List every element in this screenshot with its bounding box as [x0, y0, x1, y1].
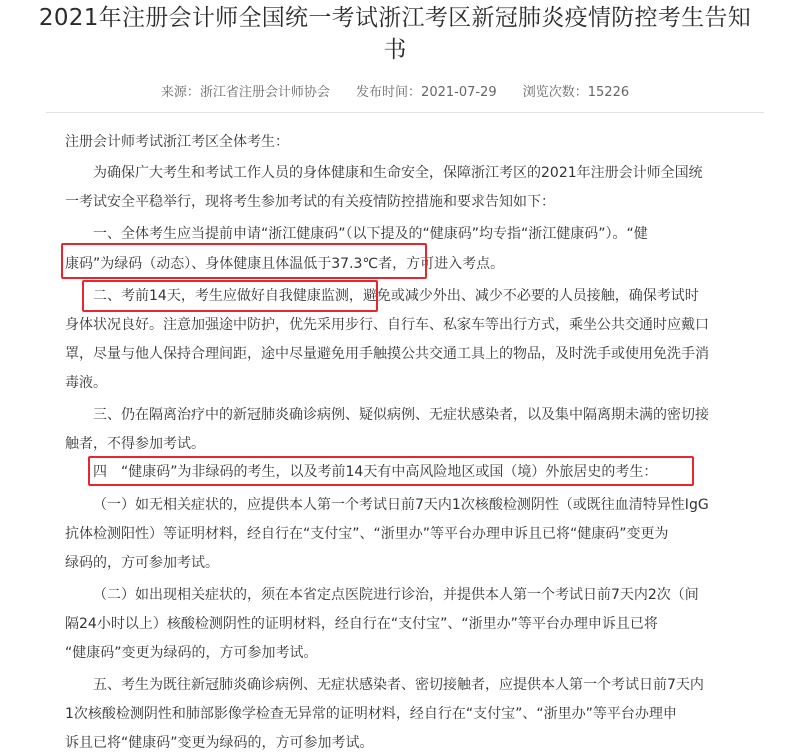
item-4-1-line-1: （一）如无相关症状的，应提供本人第一个考试日前7天内1次核酸检测阴性（或既往血清特异性IgG [93, 497, 709, 513]
intro-line-2: 一考试安全平稳举行，现将考生参加考试的有关疫情防控措施和要求告知如下： [65, 194, 555, 210]
meta-date: 发布时间：2021-07-29 [356, 85, 497, 100]
item-5-line-3: 诉且已将“健康码”变更为绿码的，方可参加考试。 [65, 735, 374, 751]
intro-line-1: 为确保广大考生和考试工作人员的身体健康和生命安全，保障浙江考区的2021年注册会计师全国统 [93, 165, 703, 181]
item-2-line-3: 罩，尽量与他人保持合理间距，途中尽量避免用手触摸公共交通工具上的物品，及时洗手或使用免洗手消 [65, 346, 709, 362]
item-4-2-line-2: 隔24小时以上）核酸检测阴性的证明材料，经自行在“支付宝”、“浙里办”等平台办理申诉且已将 [65, 616, 658, 632]
item-5-line-2: 1次核酸检测阴性和肺部影像学检查无异常的证明材料，经自行在“支付宝”、“浙里办”等平台办理申 [65, 706, 677, 722]
highlight-box-non-green-code [88, 456, 694, 486]
item-3-line-1: 三、仍在隔离治疗中的新冠肺炎确诊病例、疑似病例、无症状感染者，以及集中隔离期未满的密切接 [93, 407, 709, 423]
item-2-line-4: 毒液。 [65, 375, 107, 391]
item-4-1-line-2: 抗体检测阳性）等证明材料，经自行在“支付宝”、“浙里办”等平台办理申诉且已将“健康码”变更为 [65, 526, 669, 542]
item-1-line-2: 康码”为绿码（动态）、身体健康且体温低于37.3℃者，方可进入考点。 [65, 256, 505, 272]
item-2-line-2: 身体状况良好。注意加强途中防护，优先采用步行、自行车、私家车等出行方式，乘坐公共交通时应戴口 [65, 317, 709, 333]
item-1-line-1: 一、全体考生应当提前申请“浙江健康码”（以下提及的“健康码”均专指“浙江健康码”）。“健 [93, 226, 648, 242]
item-4-line-1: 四 “健康码”为非绿码的考生，以及考前14天有中高风险地区或国（境）外旅居史的考生： [93, 464, 658, 480]
item-3-line-2: 触者，不得参加考试。 [65, 436, 205, 452]
article-meta [0, 81, 790, 100]
item-4-2-line-1: （二）如出现相关症状的，须在本省定点医院进行诊治，并提供本人第一个考试日前7天内2次（间 [93, 587, 699, 603]
article-title [18, 2, 772, 66]
item-4-1-line-3: 绿码的，方可参加考试。 [65, 555, 219, 571]
title-divider [46, 112, 764, 113]
item-5-line-1: 五、考生为既往新冠肺炎确诊病例、无症状感染者、密切接触者，应提供本人第一个考试日前7天内 [93, 677, 704, 693]
article-title-line-1: 2021年注册会计师全国统一考试浙江考区新冠肺炎疫情防控考生告知 [38, 5, 752, 31]
highlight-box-self-monitoring [82, 280, 378, 312]
salutation-line: 注册会计师考试浙江考区全体考生： [65, 134, 289, 150]
meta-source: 来源：浙江省注册会计师协会 [160, 85, 330, 100]
highlight-box-health-code [61, 243, 427, 279]
item-2-line-1: 二、考前14天，考生应做好自我健康监测，避免或减少外出、减少不必要的人员接触，确保考试时 [93, 288, 699, 304]
item-4-2-line-3: “健康码”变更为绿码的，方可参加考试。 [65, 645, 318, 661]
article-title-line-2: 书 [383, 37, 407, 63]
meta-views: 浏览次数：15226 [522, 85, 630, 100]
